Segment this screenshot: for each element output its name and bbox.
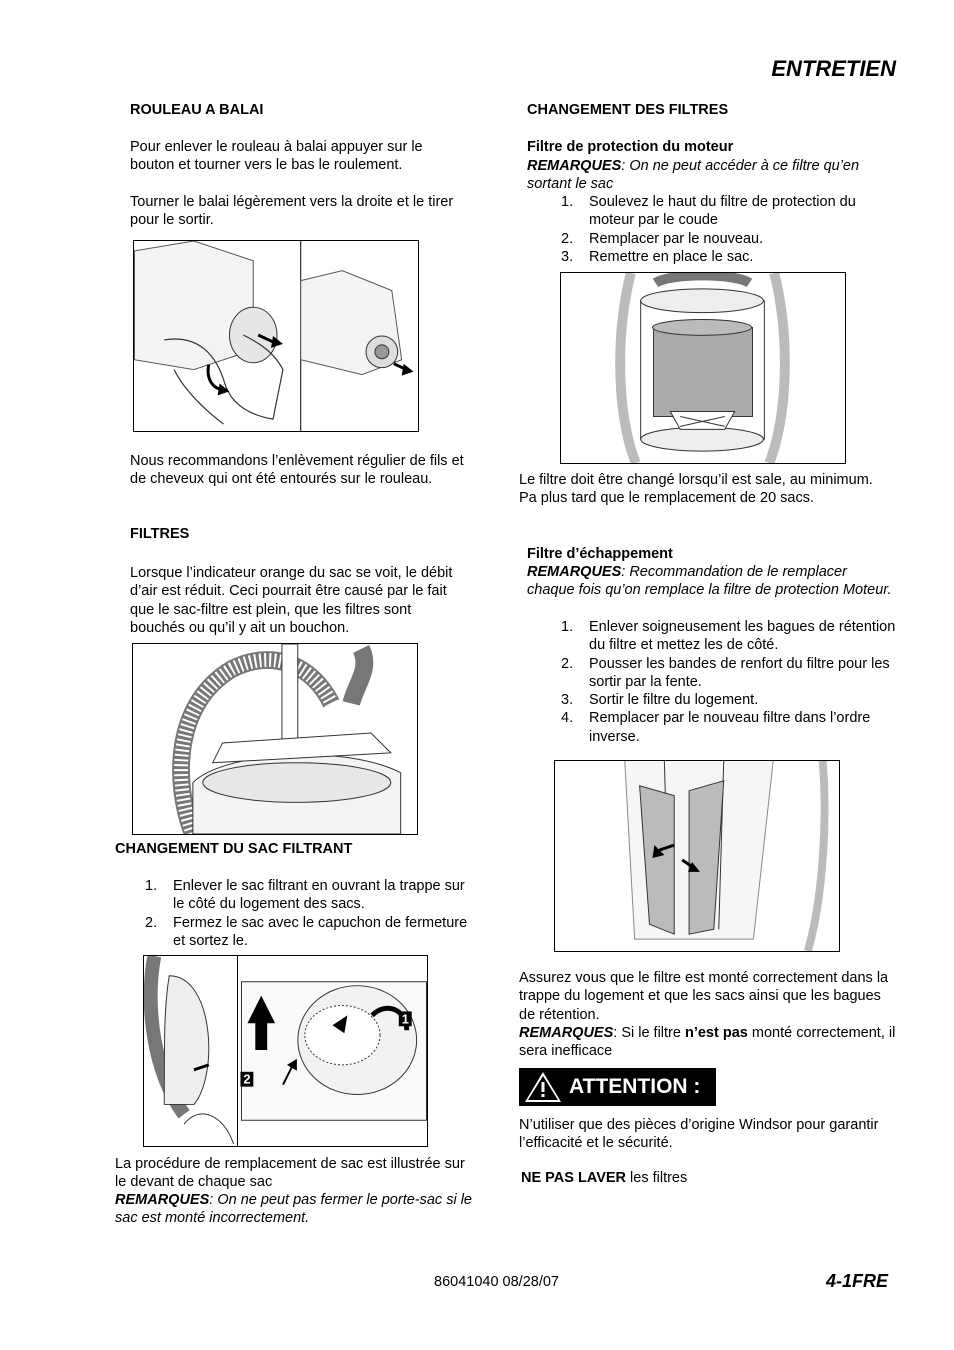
step-number: 1. (561, 194, 574, 210)
sac-steps (145, 877, 475, 950)
remark-text: : Recommandation de le remplacer chaque fois qu’on remplace la filtre de protection Moteur. (527, 564, 892, 599)
remark-text: : On ne peut pas fermer le porte-sac si le sac est monté incorrectement. (115, 1192, 473, 1227)
rouleau-heading: ROULEAU A BALAI (130, 102, 264, 118)
echap-remark (527, 563, 892, 600)
filter-hose-illustration (133, 644, 417, 834)
remark-text: : On ne peut accéder à ce filtre qu’en sortant le sac (527, 158, 860, 193)
exhaust-filter-illustration (555, 761, 839, 951)
step-number: 4. (561, 710, 574, 727)
changement-heading: CHANGEMENT DES FILTRES (527, 102, 729, 118)
filtres-heading: FILTRES (130, 526, 190, 542)
bag-change-figure (143, 955, 428, 1147)
step-number: 1. (561, 619, 574, 635)
exhaust-filter-figure (554, 760, 840, 952)
remark-text-end: monté correctement, il sera inefficace (519, 1025, 896, 1060)
step-number: 3. (561, 248, 574, 265)
ne-pas-laver (521, 1169, 891, 1187)
remark-label: REMARQUES (519, 1025, 614, 1041)
badge-2: 2 (243, 1071, 251, 1087)
list-item (561, 709, 901, 746)
remark-text: : Si le filtre (613, 1025, 685, 1041)
list-item (561, 691, 901, 709)
brush-roll-figure (133, 240, 419, 432)
attention-paragraph: N’utiliser que des pièces d’origine Windsor pour garantir l’efficacité et le sécurité. (519, 1117, 879, 1152)
sac-heading: CHANGEMENT DU SAC FILTRANT (115, 841, 353, 857)
page-title: ENTRETIEN (771, 56, 896, 81)
document-number: 86041040 08/28/07 (434, 1274, 559, 1290)
badge-1: 1 (401, 1011, 409, 1027)
step-text: Fermez le sac avec le capuchon de fermeture et sortez le. (173, 914, 468, 949)
sac-paragraph: La procédure de remplacement de sac est illustrée sur le devant de chaque sac (115, 1156, 465, 1191)
moteur-remark (527, 157, 887, 194)
page-number: 4-1FRE (825, 1271, 888, 1291)
attention-banner (519, 1068, 716, 1106)
filter-hose-figure (132, 643, 418, 835)
rouleau-paragraph-2: Tourner le balai légèrement vers la droite et le tirer pour le sortir. (130, 194, 454, 229)
attention-label: ATTENTION : (569, 1075, 701, 1098)
step-number: 2. (145, 914, 158, 931)
bag-change-illustration (144, 956, 427, 1146)
assurez-remark (519, 1024, 899, 1061)
step-text: Soulevez le haut du filtre de protection du moteur par le coude (589, 194, 856, 229)
list-item (561, 655, 901, 692)
step-text: Pousser les bandes de renfort du filtre pour les sortir par la fente. (589, 655, 890, 690)
remark-label: REMARQUES (527, 158, 622, 174)
list-item (145, 914, 475, 951)
step-text: Enlever soigneusement les bagues de rétention du filtre et mettez les de côté. (589, 619, 896, 654)
warning-icon (523, 1070, 563, 1104)
moteur-steps (561, 193, 896, 266)
remark-label: REMARQUES (527, 564, 622, 580)
echap-heading: Filtre d’échappement (527, 546, 673, 562)
step-number: 2. (561, 655, 574, 672)
step-text: Remplacer par le nouveau. (589, 230, 764, 247)
brush-roll-illustration (134, 241, 418, 431)
list-item (145, 877, 475, 914)
moteur-heading: Filtre de protection du moteur (527, 139, 734, 155)
step-text: Sortir le filtre du logement. (589, 692, 759, 709)
rouleau-paragraph-1: Pour enlever le rouleau à balai appuyer sur le bouton et tourner vers le bas le roulement. (130, 139, 423, 174)
step-text: Remplacer par le nouveau filtre dans l’ordre inverse. (589, 710, 871, 745)
ne-pas-laver-text: les filtres (626, 1170, 688, 1186)
rouleau-paragraph-3: Nous recommandons l’enlèvement régulier de fils et de cheveux qui ont été entourés sur le rouleau. (130, 453, 464, 488)
echap-steps (561, 618, 901, 746)
moteur-paragraph: Le filtre doit être changé lorsqu’il est sale, au minimum. Pa plus tard que le remplacement de 20 sacs. (519, 472, 873, 507)
step-number: 1. (145, 878, 158, 894)
assurez-paragraph: Assurez vous que le filtre est monté correctement dans la trappe du logement et que les sacs ainsi que les bagues de rétention. (519, 970, 889, 1023)
step-text: Enlever le sac filtrant en ouvrant la trappe sur le côté du logement des sacs. (173, 878, 465, 913)
sac-remark (115, 1191, 480, 1228)
step-number: 2. (561, 230, 574, 247)
list-item (561, 618, 901, 655)
motor-filter-illustration (561, 273, 845, 463)
list-item (561, 248, 896, 266)
ne-pas-laver-bold: NE PAS LAVER (521, 1170, 627, 1186)
list-item (561, 193, 896, 230)
motor-filter-figure (560, 272, 846, 464)
remark-emphasis: n’est pas (684, 1025, 748, 1041)
filtres-paragraph: Lorsque l’indicateur orange du sac se voit, le débit d’air est réduit. Ceci pourrait être causé par le fait que le sac-filtre est plein, que les filtres sont bouchés ou qu’il y ait un bouchon. (130, 565, 453, 636)
list-item (561, 230, 896, 248)
step-number: 3. (561, 692, 574, 709)
remark-label: REMARQUES (115, 1192, 210, 1208)
step-text: Remettre en place le sac. (589, 248, 754, 265)
